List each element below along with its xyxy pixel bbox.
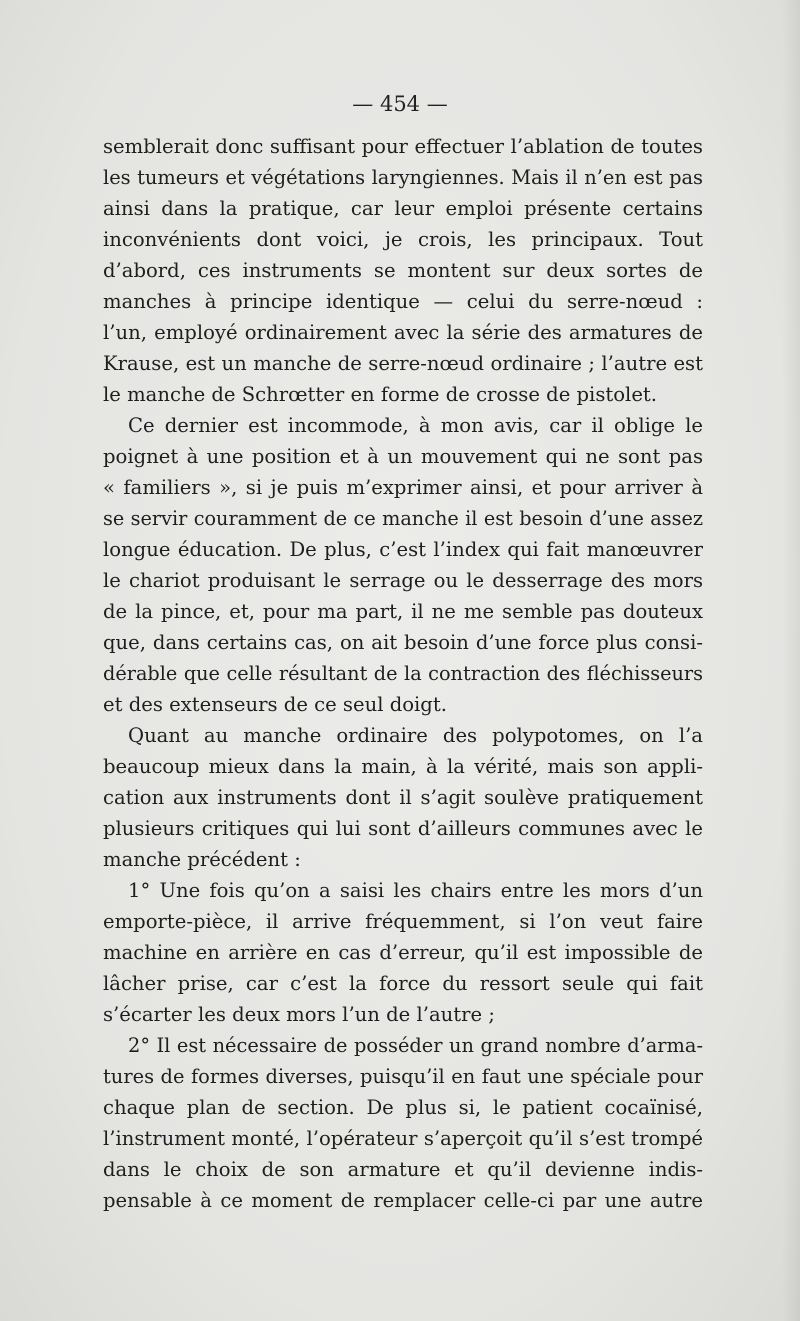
text-line: Quant au manche ordinaire des polypotomes, on l’a — [128, 724, 703, 747]
text-line: plusieurs critiques qui lui sont d’ailleurs communes avec le — [103, 817, 703, 840]
page-edge-shadow — [782, 0, 800, 1321]
text-line: d’abord, ces instruments se montent sur deux sortes de — [103, 259, 703, 282]
text-line: 2° Il est nécessaire de posséder un grand nombre d’arma- — [128, 1034, 703, 1057]
text-line: « familiers », si je puis m’exprimer ainsi, et pour arriver à — [103, 476, 703, 499]
text-line: manche précédent : — [103, 848, 301, 871]
text-line: chaque plan de section. De plus si, le patient cocaïnisé, — [103, 1096, 703, 1119]
text-line: se servir couramment de ce manche il est besoin d’une assez — [103, 507, 703, 530]
text-line: 1° Une fois qu’on a saisi les chairs entre les mors d’un — [128, 879, 703, 902]
text-line: inconvénients dont voici, je crois, les principaux. Tout — [103, 228, 703, 251]
text-line: les tumeurs et végétations laryngiennes. Mais il n’en est pas — [103, 166, 703, 189]
text-line: longue éducation. De plus, c’est l’index qui fait manœuvrer — [103, 538, 703, 561]
text-line: manches à principe identique — celui du serre-nœud : — [103, 290, 703, 313]
text-line: cation aux instruments dont il s’agit soulève pratiquement — [103, 786, 703, 809]
text-line: Krause, est un manche de serre-nœud ordinaire ; l’autre est — [103, 352, 703, 375]
page-number: — 454 — — [352, 92, 448, 116]
text-line: s’écarter les deux mors l’un de l’autre ; — [103, 1003, 495, 1026]
text-line: et des extenseurs de ce seul doigt. — [103, 693, 447, 716]
text-line: pensable à ce moment de remplacer celle-ci par une autre — [103, 1189, 703, 1212]
text-line: Ce dernier est incommode, à mon avis, car il oblige le — [128, 414, 703, 437]
text-line: que, dans certains cas, on ait besoin d’une force plus consi- — [103, 631, 703, 654]
text-line: le manche de Schrœtter en forme de crosse de pistolet. — [103, 383, 658, 406]
text-line: de la pince, et, pour ma part, il ne me semble pas douteux — [103, 600, 703, 623]
text-line: l’un, employé ordinairement avec la série des armatures de — [103, 321, 703, 344]
text-line: semblerait donc suffisant pour effectuer l’ablation de toutes — [103, 135, 703, 158]
text-line: ainsi dans la pratique, car leur emploi présente certains — [103, 197, 703, 220]
text-line: tures de formes diverses, puisqu’il en faut une spéciale pour — [103, 1065, 703, 1088]
text-line: l’instrument monté, l’opérateur s’aperçoit qu’il s’est trompé — [103, 1127, 703, 1150]
text-line: le chariot produisant le serrage ou le desserrage des mors — [103, 569, 703, 592]
text-line: poignet à une position et à un mouvement qui ne sont pas — [103, 445, 703, 468]
text-line: machine en arrière en cas d’erreur, qu’il est impossible de — [103, 941, 703, 964]
body-text — [103, 131, 703, 1216]
text-line: emporte-pièce, il arrive fréquemment, si l’on veut faire — [103, 910, 703, 933]
text-line: beaucoup mieux dans la main, à la vérité, mais son appli- — [103, 755, 703, 778]
text-line: dans le choix de son armature et qu’il devienne indis- — [103, 1158, 703, 1181]
text-line: lâcher prise, car c’est la force du ressort seule qui fait — [103, 972, 703, 995]
text-line: dérable que celle résultant de la contraction des fléchisseurs — [103, 662, 703, 685]
